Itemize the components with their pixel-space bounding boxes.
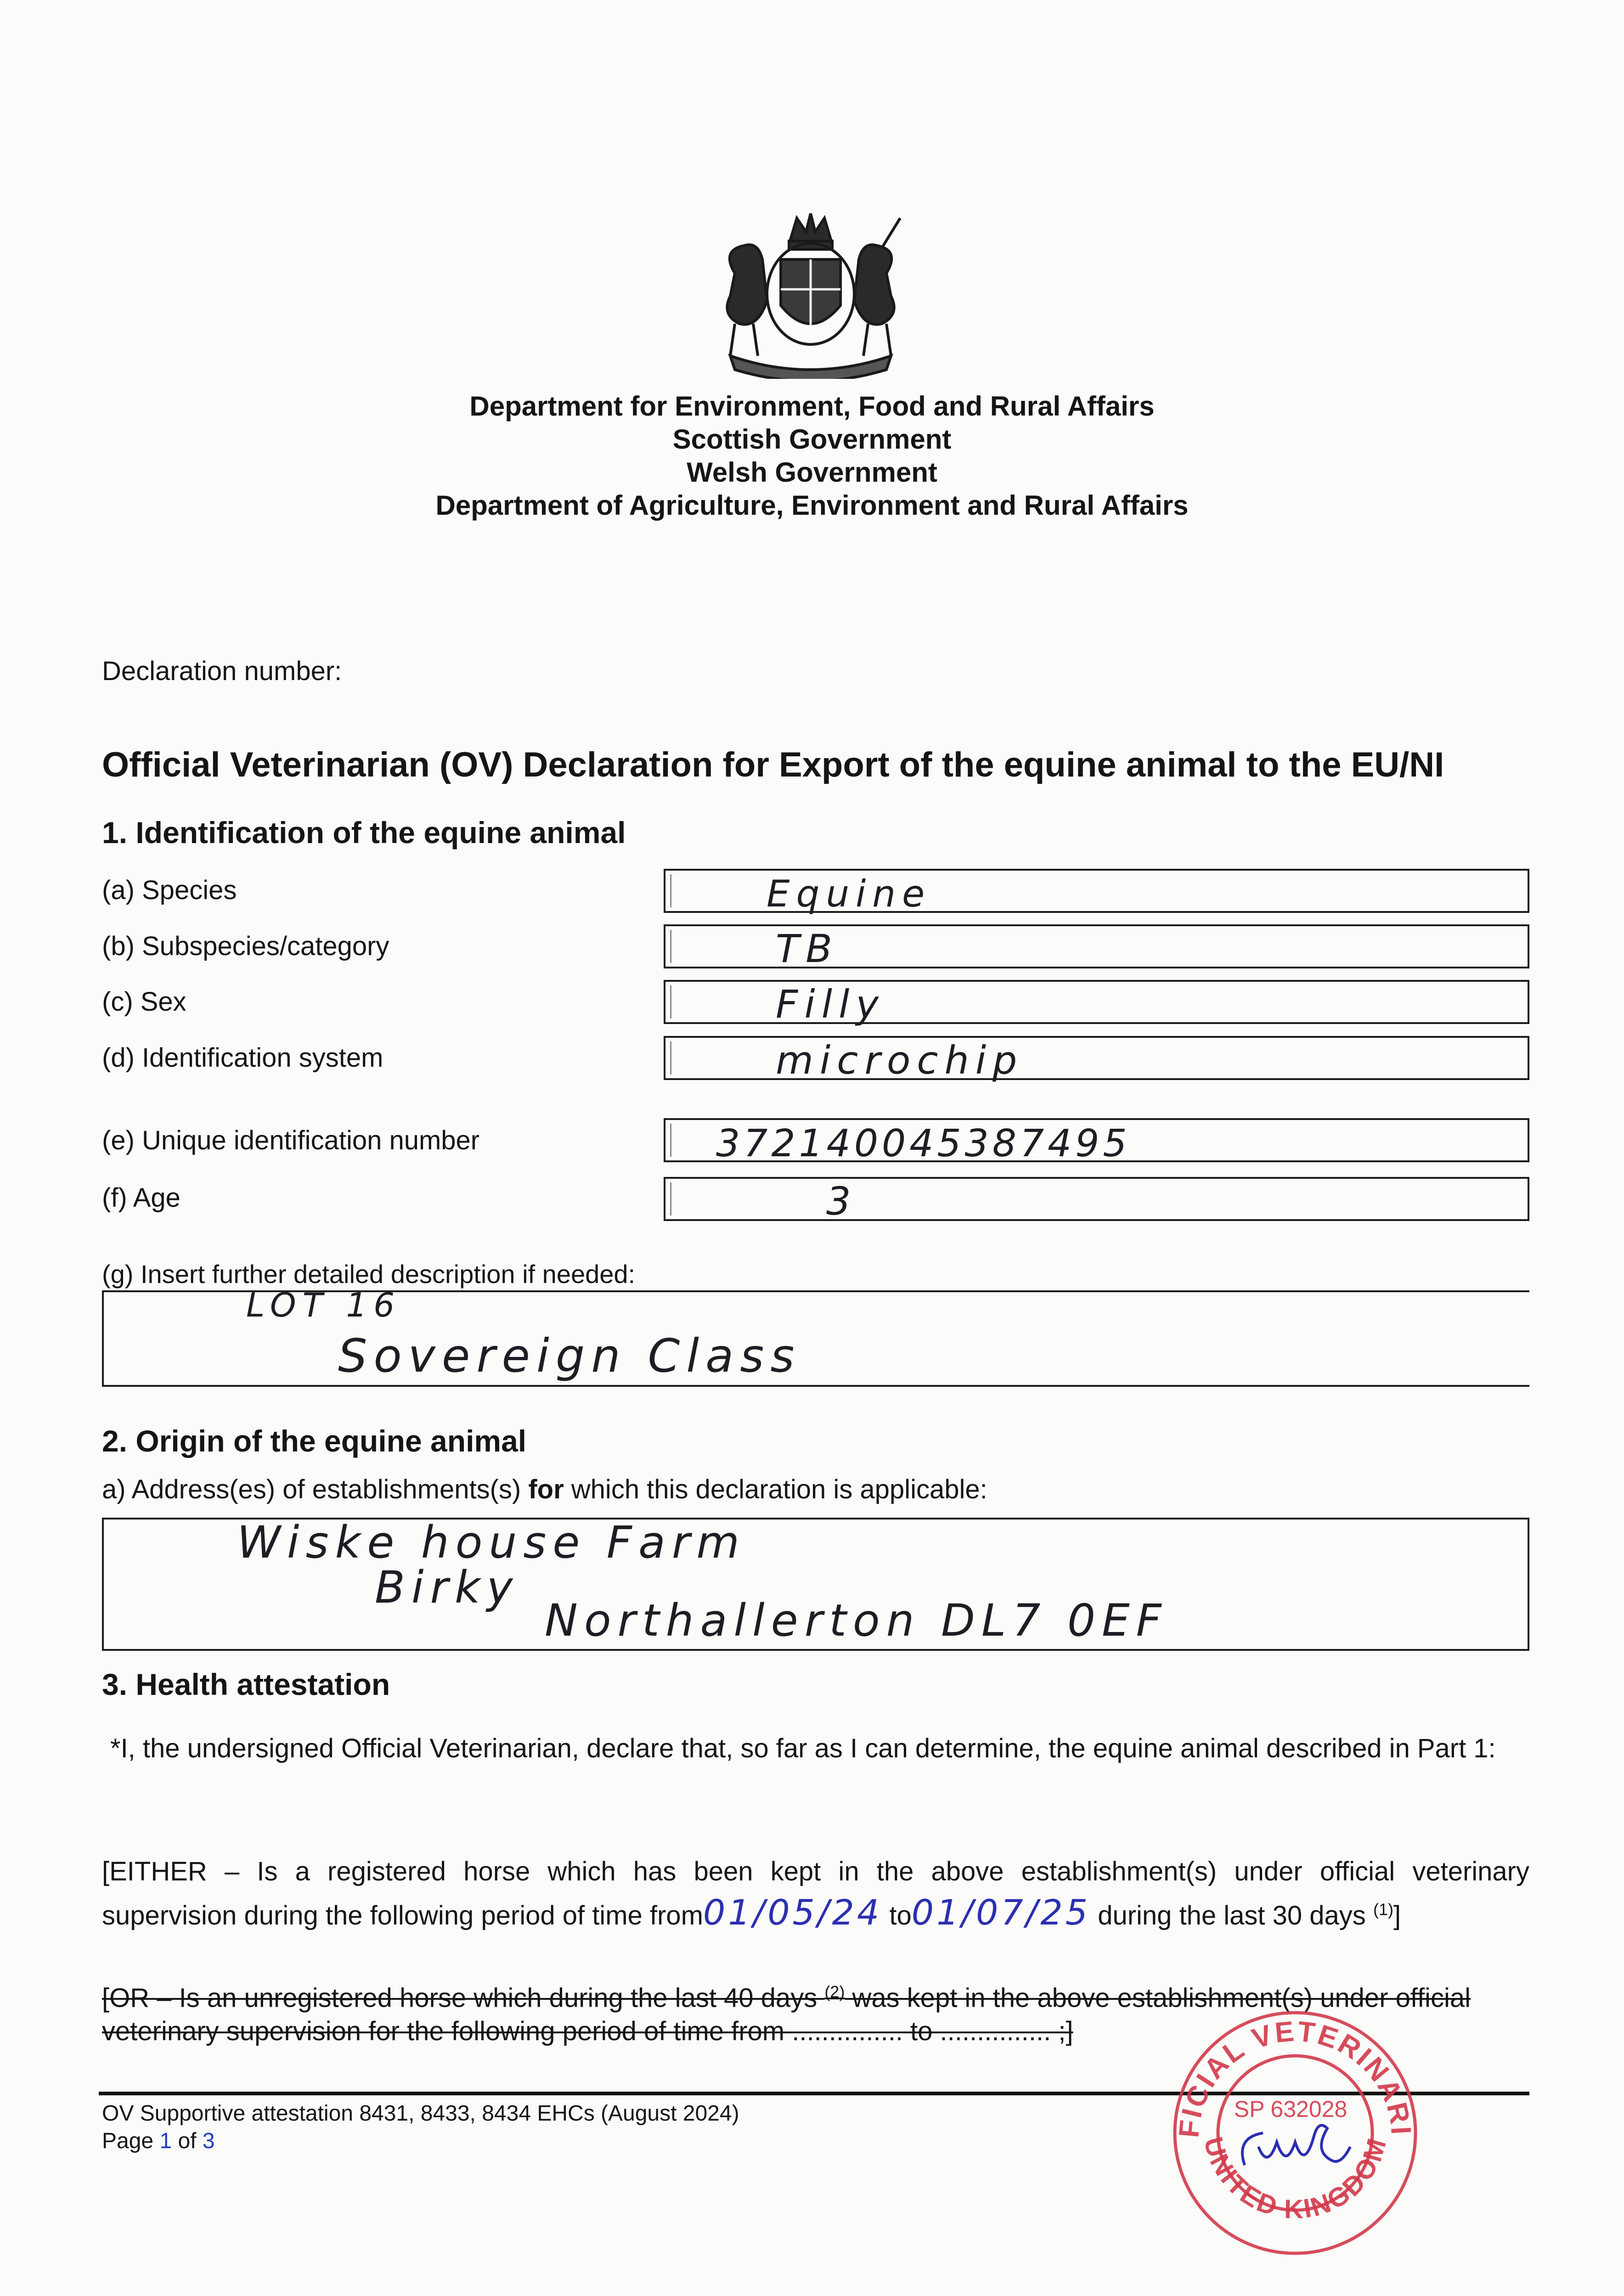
address-label: [102, 1474, 987, 1505]
subspecies-value: TB: [776, 926, 839, 971]
official-veterinarian-stamp: [1167, 2000, 1424, 2257]
address-label-bold: for: [528, 1474, 564, 1504]
sex-field[interactable]: [664, 980, 1529, 1027]
age-value: 3: [826, 1179, 857, 1224]
age-label: (f) Age: [102, 1183, 180, 1213]
royal-coat-of-arms-logo: [703, 209, 919, 379]
section2-heading: 2. Origin of the equine animal: [102, 1424, 527, 1458]
org-line-scottish-government: Scottish Government: [672, 424, 952, 455]
or-line-2: veterinary supervision for the following period of time from ............... to ............... ;]: [102, 2016, 1073, 2046]
address-line-farm: Wiske house Farm: [237, 1517, 746, 1568]
of-word: of: [178, 2129, 197, 2153]
address-box[interactable]: [102, 1518, 1529, 1651]
description-box[interactable]: [102, 1286, 1529, 1387]
either-close: ]: [1393, 1901, 1401, 1930]
address-label-pre: a) Address(es) of establishments(s): [102, 1474, 529, 1504]
either-from-date: 01/05/24: [703, 1892, 882, 1933]
footer-attestation: OV Supportive attestation 8431, 8433, 8434 EHCs (August 2024): [102, 2101, 739, 2126]
subspecies-label: (b) Subspecies/category: [102, 931, 389, 961]
org-line-welsh-government: Welsh Government: [687, 457, 937, 488]
description-line-class: Sovereign Class: [338, 1329, 801, 1383]
description-line-lot: LOT 16: [246, 1286, 401, 1324]
species-field[interactable]: [664, 869, 1529, 913]
page-total: 3: [202, 2129, 215, 2153]
or-line-1-pre: [OR – Is an unregistered horse which during the last 40 days: [102, 1983, 825, 2013]
address-line-town: Northallerton DL7 0EF: [545, 1595, 1168, 1646]
description-label: (g) Insert further detailed description if needed:: [102, 1260, 636, 1289]
declaration-number-label: Declaration number:: [102, 656, 342, 686]
svg-text:UNITED KINGDOM: UNITED KINGDOM: [1198, 2133, 1393, 2224]
svg-text:SP 632028: SP 632028: [1234, 2096, 1348, 2122]
either-to-word: to: [889, 1901, 912, 1930]
unique-id-field[interactable]: [664, 1118, 1529, 1165]
either-line-1: [EITHER – Is a registered horse which has been kept in the above establishment(s) under official veterinary: [102, 1857, 1529, 1886]
section3-heading: 3. Health attestation: [102, 1667, 390, 1701]
section1-heading: 1. Identification of the equine animal: [102, 816, 626, 850]
page-number: 1: [159, 2129, 172, 2153]
org-line-daera: Department of Agriculture, Environment and Rural Affairs: [435, 490, 1189, 521]
identification-system-value: microchip: [776, 1038, 1024, 1083]
identification-system-field[interactable]: [664, 1036, 1529, 1083]
either-footnote-ref: (1): [1373, 1900, 1393, 1919]
identification-system-label: (d) Identification system: [102, 1043, 383, 1073]
or-footnote-ref: (2): [824, 1982, 845, 2001]
either-line-2-pre: supervision during the following period of time from: [102, 1901, 703, 1930]
org-line-defra: Department for Environment, Food and Rural Affairs: [469, 391, 1155, 422]
subspecies-field[interactable]: [664, 924, 1529, 971]
address-line-birky: Birky: [375, 1562, 519, 1613]
document-title: Official Veterinarian (OV) Declaration for Export of the equine animal to the EU/NI: [102, 745, 1444, 784]
species-value: Equine: [767, 872, 931, 915]
either-to-date: 01/07/25: [911, 1892, 1091, 1933]
unique-id-label: (e) Unique identification number: [102, 1125, 480, 1155]
svg-text:OFFICIAL VETERINARIAN: FICIAL VETERINARI: [1173, 2015, 1417, 2139]
either-line-2-post: during the last 30 days: [1098, 1901, 1366, 1930]
page-word: Page: [102, 2129, 154, 2153]
unique-id-value: 372140045387495: [716, 1122, 1131, 1165]
sex-label: (c) Sex: [102, 987, 186, 1017]
age-field[interactable]: [664, 1177, 1529, 1224]
attestation-intro: *I, the undersigned Official Veterinarian, declare that, so far as I can determine, the equine animal described in Part 1:: [110, 1733, 1496, 1763]
or-line-1-post: was kept in the above establishment(s) under official: [845, 1983, 1471, 2013]
footer-page: [102, 2128, 215, 2154]
species-label: (a) Species: [102, 875, 237, 905]
sex-value: Filly: [776, 982, 885, 1027]
either-line-2: [102, 1892, 1401, 1933]
address-label-post: which this declaration is applicable:: [564, 1474, 987, 1504]
